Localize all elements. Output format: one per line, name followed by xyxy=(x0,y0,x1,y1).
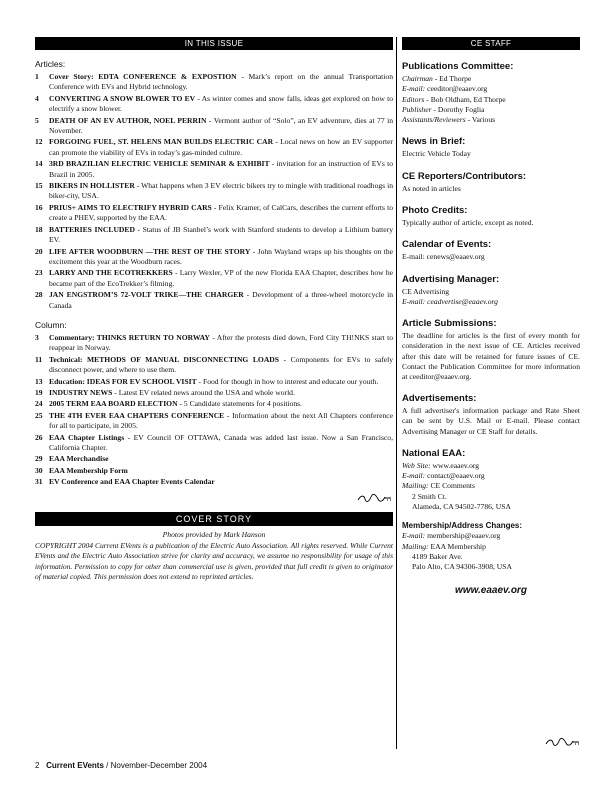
columns-list xyxy=(35,333,393,488)
articles-entry[interactable] xyxy=(35,203,393,224)
membership-email-line: E-mail: membership@eaaev.org xyxy=(402,531,501,541)
page-number: 24 xyxy=(35,399,43,409)
chairman-line: Chairman - Ed Thorpe xyxy=(402,74,472,83)
national-email-link[interactable]: contact@eaaev.org xyxy=(425,471,485,481)
page-number: 15 xyxy=(35,181,43,191)
entry-description: - Local news on how an EV supporter can promote the viability of EVs in today’s gas-minded culture. xyxy=(49,137,393,157)
publications-committee-heading: Publications Committee: xyxy=(402,61,514,72)
entry-title: Technical: METHODS OF MANUAL DISCONNECTING LOADS xyxy=(49,354,280,364)
website-banner-link[interactable]: www.eaaev.org xyxy=(455,585,527,597)
entry-description: - Development of a three-wheel motorcycle in Canada xyxy=(49,290,394,310)
entry-description: - John Wayland wraps up his thoughts on the excitement this year at the Woodburn races. xyxy=(49,246,393,266)
entry-description: - Information about the next All Chapters conference for all to participate, in 2005. xyxy=(49,410,393,431)
copyright-notice: COPYRIGHT 2004 Current EVents is a publication of the Electric Auto Association. All rights reserved. While Current EVents and the Electric Auto Association strive for clarity and accuracy, we assume no responsibility for usage of this information. Permission to copy for other than commercial use is given, provided that full credit is given to originator of material copied. This permission does not extend to reprinted articles. xyxy=(35,540,393,582)
page-number: 19 xyxy=(35,387,43,397)
membership-mailing-line: Mailing: EAA Membership xyxy=(402,541,486,551)
columns-entry[interactable] xyxy=(35,399,393,409)
page-number: 12 xyxy=(35,137,43,147)
page-number: 16 xyxy=(35,202,43,212)
entry-description: - Felix Kramer, of CalCars, describes the current efforts to create a PHEV, supported by the EAA. xyxy=(49,202,394,223)
entry-description: - Food for though in how to interest and educate our youth. xyxy=(196,376,379,386)
page-number: 20 xyxy=(35,246,43,256)
entry-title: EV Conference and EAA Chapter Events Calendar xyxy=(49,477,215,487)
entry-title: BIKERS IN HOLLISTER xyxy=(49,181,135,191)
articles-entry[interactable] xyxy=(35,268,393,289)
committee-email-line: E-mail: ceeditor@eaaev.org xyxy=(402,84,488,94)
articles-entry[interactable] xyxy=(35,137,393,158)
entry-description: - After the protests died down, Ford City TH!NKS start to reappear in Norway. xyxy=(49,332,394,353)
entry-description: - Vermont author of “Solo”, an EV adventure, dies at 77 in November. xyxy=(49,115,393,136)
page-number: 18 xyxy=(35,224,43,234)
entry-description: - Larry Wexler, VP of the new Florida EAA Chapter, describes how he became part of the EcoTrekker’s filming. xyxy=(49,268,394,288)
membership-heading: Membership/Address Changes: xyxy=(402,521,523,531)
photo-credits-text: Typically author of article, except as noted. xyxy=(402,218,534,228)
articles-heading: Articles: xyxy=(35,59,66,69)
entry-title: 2005 TERM EAA BOARD ELECTION xyxy=(49,399,178,409)
entry-title: Cover Story: EDTA CONFERENCE & EXPOSTION xyxy=(49,72,237,81)
page-number: 4 xyxy=(35,93,39,103)
entry-title: JAN ENGSTROM’S 72-VOLT TRIKE—THE CHARGER xyxy=(49,290,244,300)
advertisements-heading: Advertisements: xyxy=(402,393,477,405)
entry-description: - EV Council OF OTTAWA, Canada was added last issue. Now a San Francisco, California Chapter. xyxy=(49,432,393,452)
publication-name: Current EVents xyxy=(46,761,104,770)
membership-address-2: Palo Alto, CA 94306-3908, USA xyxy=(412,562,512,572)
issue-date: / November-December 2004 xyxy=(103,761,208,770)
entry-description: - Status of JB Stanbel’s work with Stanford students to develop a Lithium battery EV. xyxy=(49,224,393,245)
columns-entry[interactable] xyxy=(35,388,393,398)
articles-entry[interactable] xyxy=(35,247,393,268)
entry-title: Education: IDEAS FOR EV SCHOOL VISIT xyxy=(49,376,197,386)
entry-description: - What happens when 3 EV electric bikers try to mingle with traditional roadhogs in biker-city, USA. xyxy=(49,181,394,201)
reporters-text: As noted in articles xyxy=(402,183,461,193)
in-this-issue-column xyxy=(35,37,393,583)
reporters-heading: CE Reporters/Contributors: xyxy=(402,170,527,182)
entry-title: LARRY AND THE ECOTREKKERS xyxy=(49,268,173,278)
entry-title: EAA Chapter Listings xyxy=(49,432,125,442)
signature-mark-icon xyxy=(545,734,581,752)
entry-description: - Mark’s report on the annual Transportation Conference with EVs and Hybrid technology. xyxy=(49,72,393,92)
entry-description: - Components for EVs to safely disconnect power, and where to use them. xyxy=(49,354,394,375)
entry-description: - 5 Candidate statements for 4 positions. xyxy=(177,399,302,409)
national-address-1: 2 Smith Ct. xyxy=(412,491,447,501)
cover-story-header: COVER STORY xyxy=(35,512,393,526)
columns-entry[interactable] xyxy=(35,433,393,454)
columns-entry[interactable] xyxy=(35,477,393,487)
entry-title: PRIUS+ AIMS TO ELECTRIFY HYBRID CARS xyxy=(49,202,212,212)
entry-description: - invitation for an instruction of EVs to Brazil in 2005. xyxy=(49,159,393,179)
page-number: 31 xyxy=(35,477,43,487)
membership-address-1: 4189 Baker Ave. xyxy=(412,551,463,561)
cover-story-section xyxy=(35,512,393,583)
membership-email-link[interactable]: membership@eaaev.org xyxy=(425,531,501,541)
advertising-email-link[interactable]: ceadvertise@eaaev.org xyxy=(425,296,498,306)
committee-email-link[interactable]: ceeditor@eaaev.org xyxy=(425,84,488,94)
entry-title: FORGOING FUEL, ST. HELENS MAN BUILDS ELECTRIC CAR xyxy=(49,137,274,147)
news-in-brief-text: Electric Vehicle Today xyxy=(402,149,471,159)
entry-title: EAA Merchandise xyxy=(49,454,109,464)
page-number: 2 xyxy=(35,761,40,770)
page-number: 28 xyxy=(35,290,43,300)
columns-entry[interactable] xyxy=(35,466,393,476)
columns-entry[interactable] xyxy=(35,377,393,387)
news-in-brief-heading: News in Brief: xyxy=(402,136,466,148)
articles-list xyxy=(35,72,393,311)
advertising-email-line: E-mail: ceadvertise@eaaev.org xyxy=(402,296,498,306)
articles-entry[interactable] xyxy=(35,72,393,93)
calendar-email-link[interactable]: E-mail: cenews@eaaev.org xyxy=(402,252,485,262)
national-eaa-heading: National EAA: xyxy=(402,447,466,459)
advertising-line: CE Advertising xyxy=(402,286,450,296)
signature-mark-icon xyxy=(35,490,393,500)
entry-title: EAA Membership Form xyxy=(49,465,128,475)
columns-entry[interactable] xyxy=(35,333,393,354)
columns-entry[interactable] xyxy=(35,355,393,376)
articles-entry[interactable] xyxy=(35,94,393,115)
entry-title: 3RD BRAZILIAN ELECTRIC VEHICLE SEMINAR & EXHIBIT xyxy=(49,159,270,169)
entry-title: CONVERTING A SNOW BLOWER TO EV xyxy=(49,93,196,103)
page-number: 1 xyxy=(35,72,39,81)
articles-entry[interactable] xyxy=(35,116,393,137)
page-footer xyxy=(35,761,207,770)
entry-title: DEATH OF AN EV AUTHOR, NOEL PERRIN xyxy=(49,115,207,125)
columns-entry[interactable] xyxy=(35,411,393,432)
entry-description: - Latest EV related news around the USA and whole world. xyxy=(112,387,295,397)
entry-title: INDUSTRY NEWS xyxy=(49,387,113,397)
ce-staff-header: CE STAFF xyxy=(402,37,580,50)
entry-title: THE 4TH EVER EAA CHAPTERS CONFERENCE xyxy=(49,410,225,420)
entry-title: Commentary: THINKS RETURN TO NORWAY xyxy=(49,332,210,342)
page-number: 23 xyxy=(35,268,43,278)
page-number: 3 xyxy=(35,332,39,342)
articles-entry[interactable] xyxy=(35,181,393,202)
publisher-line: Publisher - Dorothy Foglia xyxy=(402,104,485,114)
entry-title: BATTERIES INCLUDED xyxy=(49,224,135,234)
assistants-line: Assistants/Reviewers - Various xyxy=(402,115,496,125)
page-number: 14 xyxy=(35,159,43,169)
page-number: 13 xyxy=(35,376,43,386)
entry-title: LIFE AFTER WOODBURN —THE REST OF THE STORY xyxy=(49,246,251,256)
columns-entry[interactable] xyxy=(35,454,393,464)
national-website-line: Web Site: www.eaaev.org xyxy=(402,460,480,470)
photos-credit: Photos provided by Mark Hanson xyxy=(162,529,266,539)
page-number: 29 xyxy=(35,454,43,464)
national-email-line: E-mail: contact@eaaev.org xyxy=(402,471,485,481)
column-divider xyxy=(396,37,397,749)
advertising-manager-heading: Advertising Manager: xyxy=(402,273,500,285)
editors-line: Editors - Bob Oldham, Ed Thorpe xyxy=(402,94,506,104)
page-number: 25 xyxy=(35,410,43,420)
ce-staff-column xyxy=(402,37,580,596)
article-submissions-heading: Article Submissions: xyxy=(402,318,497,330)
page-number: 11 xyxy=(35,354,43,364)
articles-entry[interactable] xyxy=(35,225,393,246)
page-number: 5 xyxy=(35,115,39,125)
entry-description: - As winter comes and snow falls, ideas get explored on how to electrify a snow blower. xyxy=(49,93,393,114)
advertisements-text: A full advertiser's information package and Rate Sheet can be sent by U.S. Mail or E-mail. Please contact Advertising Manager or CE Staff for details. xyxy=(402,406,580,436)
article-submissions-text: The deadline for articles is the first of every month for consideration in the next issue of CE. Articles received after this date will be retained for future issues of CE. Contact the Publication Committee for more information at ceeditor@eaaev.org. xyxy=(402,331,580,381)
page-number: 30 xyxy=(35,465,43,475)
articles-entry[interactable] xyxy=(35,159,393,180)
national-mailing-line: Mailing: CE Comments xyxy=(402,481,475,491)
in-this-issue-header: IN THIS ISSUE xyxy=(35,37,393,50)
national-address-2: Alameda, CA 94502-7786, USA xyxy=(412,501,511,511)
page-number: 26 xyxy=(35,432,43,442)
national-website-link[interactable]: www.eaaev.org xyxy=(430,460,480,470)
articles-entry[interactable] xyxy=(35,290,393,311)
column-heading: Column: xyxy=(35,319,67,330)
calendar-heading: Calendar of Events: xyxy=(402,239,492,251)
photo-credits-heading: Photo Credits: xyxy=(402,205,468,217)
